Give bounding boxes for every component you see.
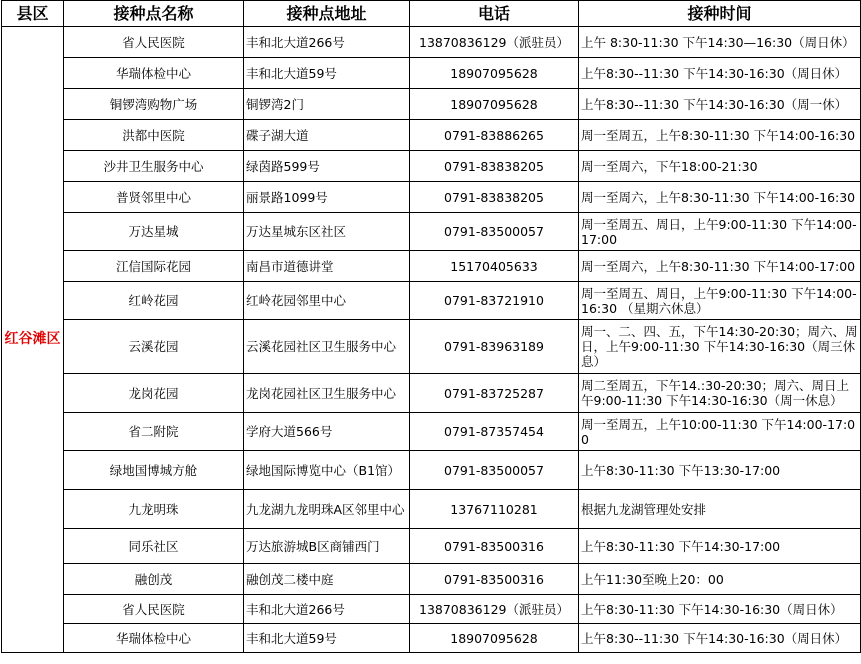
site-address: 绿地国际博览中心（B1馆） — [244, 451, 410, 490]
site-phone: 15170405633 — [410, 251, 579, 282]
site-phone: 13767110281 — [410, 490, 579, 529]
site-address: 丽景路1099号 — [244, 182, 410, 213]
table-row — [2, 151, 861, 182]
site-address: 融创茂二楼中庭 — [244, 564, 410, 595]
site-name: 融创茂 — [64, 564, 244, 595]
site-phone: 18907095628 — [410, 89, 579, 120]
site-name: 九龙明珠 — [64, 490, 244, 529]
site-address: 丰和北大道59号 — [244, 624, 410, 653]
header-site-name: 接种点名称 — [64, 1, 244, 27]
table-row — [2, 320, 861, 374]
table-row — [2, 89, 861, 120]
table-row — [2, 213, 861, 251]
site-phone: 13870836129（派驻员） — [410, 27, 579, 58]
site-address: 红岭花园邻里中心 — [244, 282, 410, 320]
table-row — [2, 282, 861, 320]
site-name: 洪都中医院 — [64, 120, 244, 151]
table-row — [2, 413, 861, 451]
site-name: 江信国际花园 — [64, 251, 244, 282]
site-time: 周二至周五，下午14.:30-20:30；周六、周日上午9:00-11:30 下午14:30-16:30（周一休息） — [579, 374, 861, 413]
header-phone: 电话 — [410, 1, 579, 27]
site-phone: 0791-83500316 — [410, 564, 579, 595]
header-district: 县区 — [2, 1, 64, 27]
site-name: 万达星城 — [64, 213, 244, 251]
site-name: 沙井卫生服务中心 — [64, 151, 244, 182]
site-time: 周一至周六，上午8:30-11:30 下午14:00-16:30 — [579, 182, 861, 213]
header-row — [2, 1, 861, 27]
district-cell: 红谷滩区 — [2, 27, 64, 653]
site-name: 华瑞体检中心 — [64, 624, 244, 653]
site-name: 铜锣湾购物广场 — [64, 89, 244, 120]
site-address: 丰和北大道59号 — [244, 58, 410, 89]
site-time: 周一至周五、周日，上午9:00-11:30 下午14:00-16:30 （星期六休息） — [579, 282, 861, 320]
table-row — [2, 624, 861, 653]
site-address: 九龙湖九龙明珠A区邻里中心 — [244, 490, 410, 529]
site-address: 学府大道566号 — [244, 413, 410, 451]
table-row — [2, 490, 861, 529]
site-time: 上午8:30--11:30 下午14:30-16:30（周一休） — [579, 89, 861, 120]
site-address: 南昌市道德讲堂 — [244, 251, 410, 282]
site-time: 上午8:30--11:30 下午14:30-16:30（周日休） — [579, 624, 861, 653]
site-address: 绿茵路599号 — [244, 151, 410, 182]
table-row — [2, 27, 861, 58]
table-row — [2, 251, 861, 282]
site-time: 上午8:30--11:30 下午14:30-16:30（周日休） — [579, 58, 861, 89]
site-address: 丰和北大道266号 — [244, 595, 410, 624]
site-phone: 0791-83838205 — [410, 182, 579, 213]
table-row — [2, 595, 861, 624]
table-row — [2, 529, 861, 564]
site-time: 根据九龙湖管理处安排 — [579, 490, 861, 529]
site-phone: 0791-83500057 — [410, 451, 579, 490]
site-name: 绿地国博城方舱 — [64, 451, 244, 490]
site-phone: 0791-83721910 — [410, 282, 579, 320]
site-name: 同乐社区 — [64, 529, 244, 564]
site-time: 上午8:30-11:30 下午14:30-16:30（周日休） — [579, 595, 861, 624]
site-address: 丰和北大道266号 — [244, 27, 410, 58]
site-phone: 0791-83963189 — [410, 320, 579, 374]
site-time: 周一至周六，上午8:30-11:30 下午14:00-17:00 — [579, 251, 861, 282]
site-time: 周一至周五，上午10:00-11:30 下午14:00-17:00 — [579, 413, 861, 451]
site-name: 华瑞体检中心 — [64, 58, 244, 89]
site-name: 省人民医院 — [64, 595, 244, 624]
site-time: 周一至周六，下午18:00-21:30 — [579, 151, 861, 182]
table-row — [2, 182, 861, 213]
site-phone: 18907095628 — [410, 58, 579, 89]
site-phone: 0791-83838205 — [410, 151, 579, 182]
site-address: 铜锣湾2门 — [244, 89, 410, 120]
site-name: 龙岗花园 — [64, 374, 244, 413]
site-time: 上午 8:30-11:30 下午14:30—16:30（周日休） — [579, 27, 861, 58]
site-time: 周一至周五、周日，上午9:00-11:30 下午14:00-17:00 — [579, 213, 861, 251]
table-row — [2, 374, 861, 413]
header-site-address: 接种点地址 — [244, 1, 410, 27]
site-phone: 13870836129（派驻员） — [410, 595, 579, 624]
site-phone: 18907095628 — [410, 624, 579, 653]
site-time: 周一、二、四、五，下午14:30-20:30；周六、周日，上午9:00-11:30 下午14:30-16:30（周三休息） — [579, 320, 861, 374]
site-address: 万达旅游城B区商铺西门 — [244, 529, 410, 564]
site-name: 红岭花园 — [64, 282, 244, 320]
site-phone: 0791-83500057 — [410, 213, 579, 251]
table-row — [2, 564, 861, 595]
table-row — [2, 451, 861, 490]
site-name: 省人民医院 — [64, 27, 244, 58]
site-address: 云溪花园社区卫生服务中心 — [244, 320, 410, 374]
table-row — [2, 120, 861, 151]
vaccination-sites-table — [1, 0, 861, 653]
site-phone: 0791-83886265 — [410, 120, 579, 151]
site-name: 普贤邻里中心 — [64, 182, 244, 213]
site-name: 云溪花园 — [64, 320, 244, 374]
header-vaccination-time: 接种时间 — [579, 1, 861, 27]
site-time: 上午8:30-11:30 下午13:30-17:00 — [579, 451, 861, 490]
site-address: 万达星城东区社区 — [244, 213, 410, 251]
site-address: 碟子湖大道 — [244, 120, 410, 151]
site-phone: 0791-83725287 — [410, 374, 579, 413]
table-row — [2, 58, 861, 89]
site-time: 上午8:30-11:30 下午14:30-17:00 — [579, 529, 861, 564]
site-phone: 0791-87357454 — [410, 413, 579, 451]
site-time: 周一至周五，上午8:30-11:30 下午14:00-16:30 — [579, 120, 861, 151]
site-name: 省二附院 — [64, 413, 244, 451]
site-time: 上午11:30至晚上20：00 — [579, 564, 861, 595]
site-phone: 0791-83500316 — [410, 529, 579, 564]
site-address: 龙岗花园社区卫生服务中心 — [244, 374, 410, 413]
